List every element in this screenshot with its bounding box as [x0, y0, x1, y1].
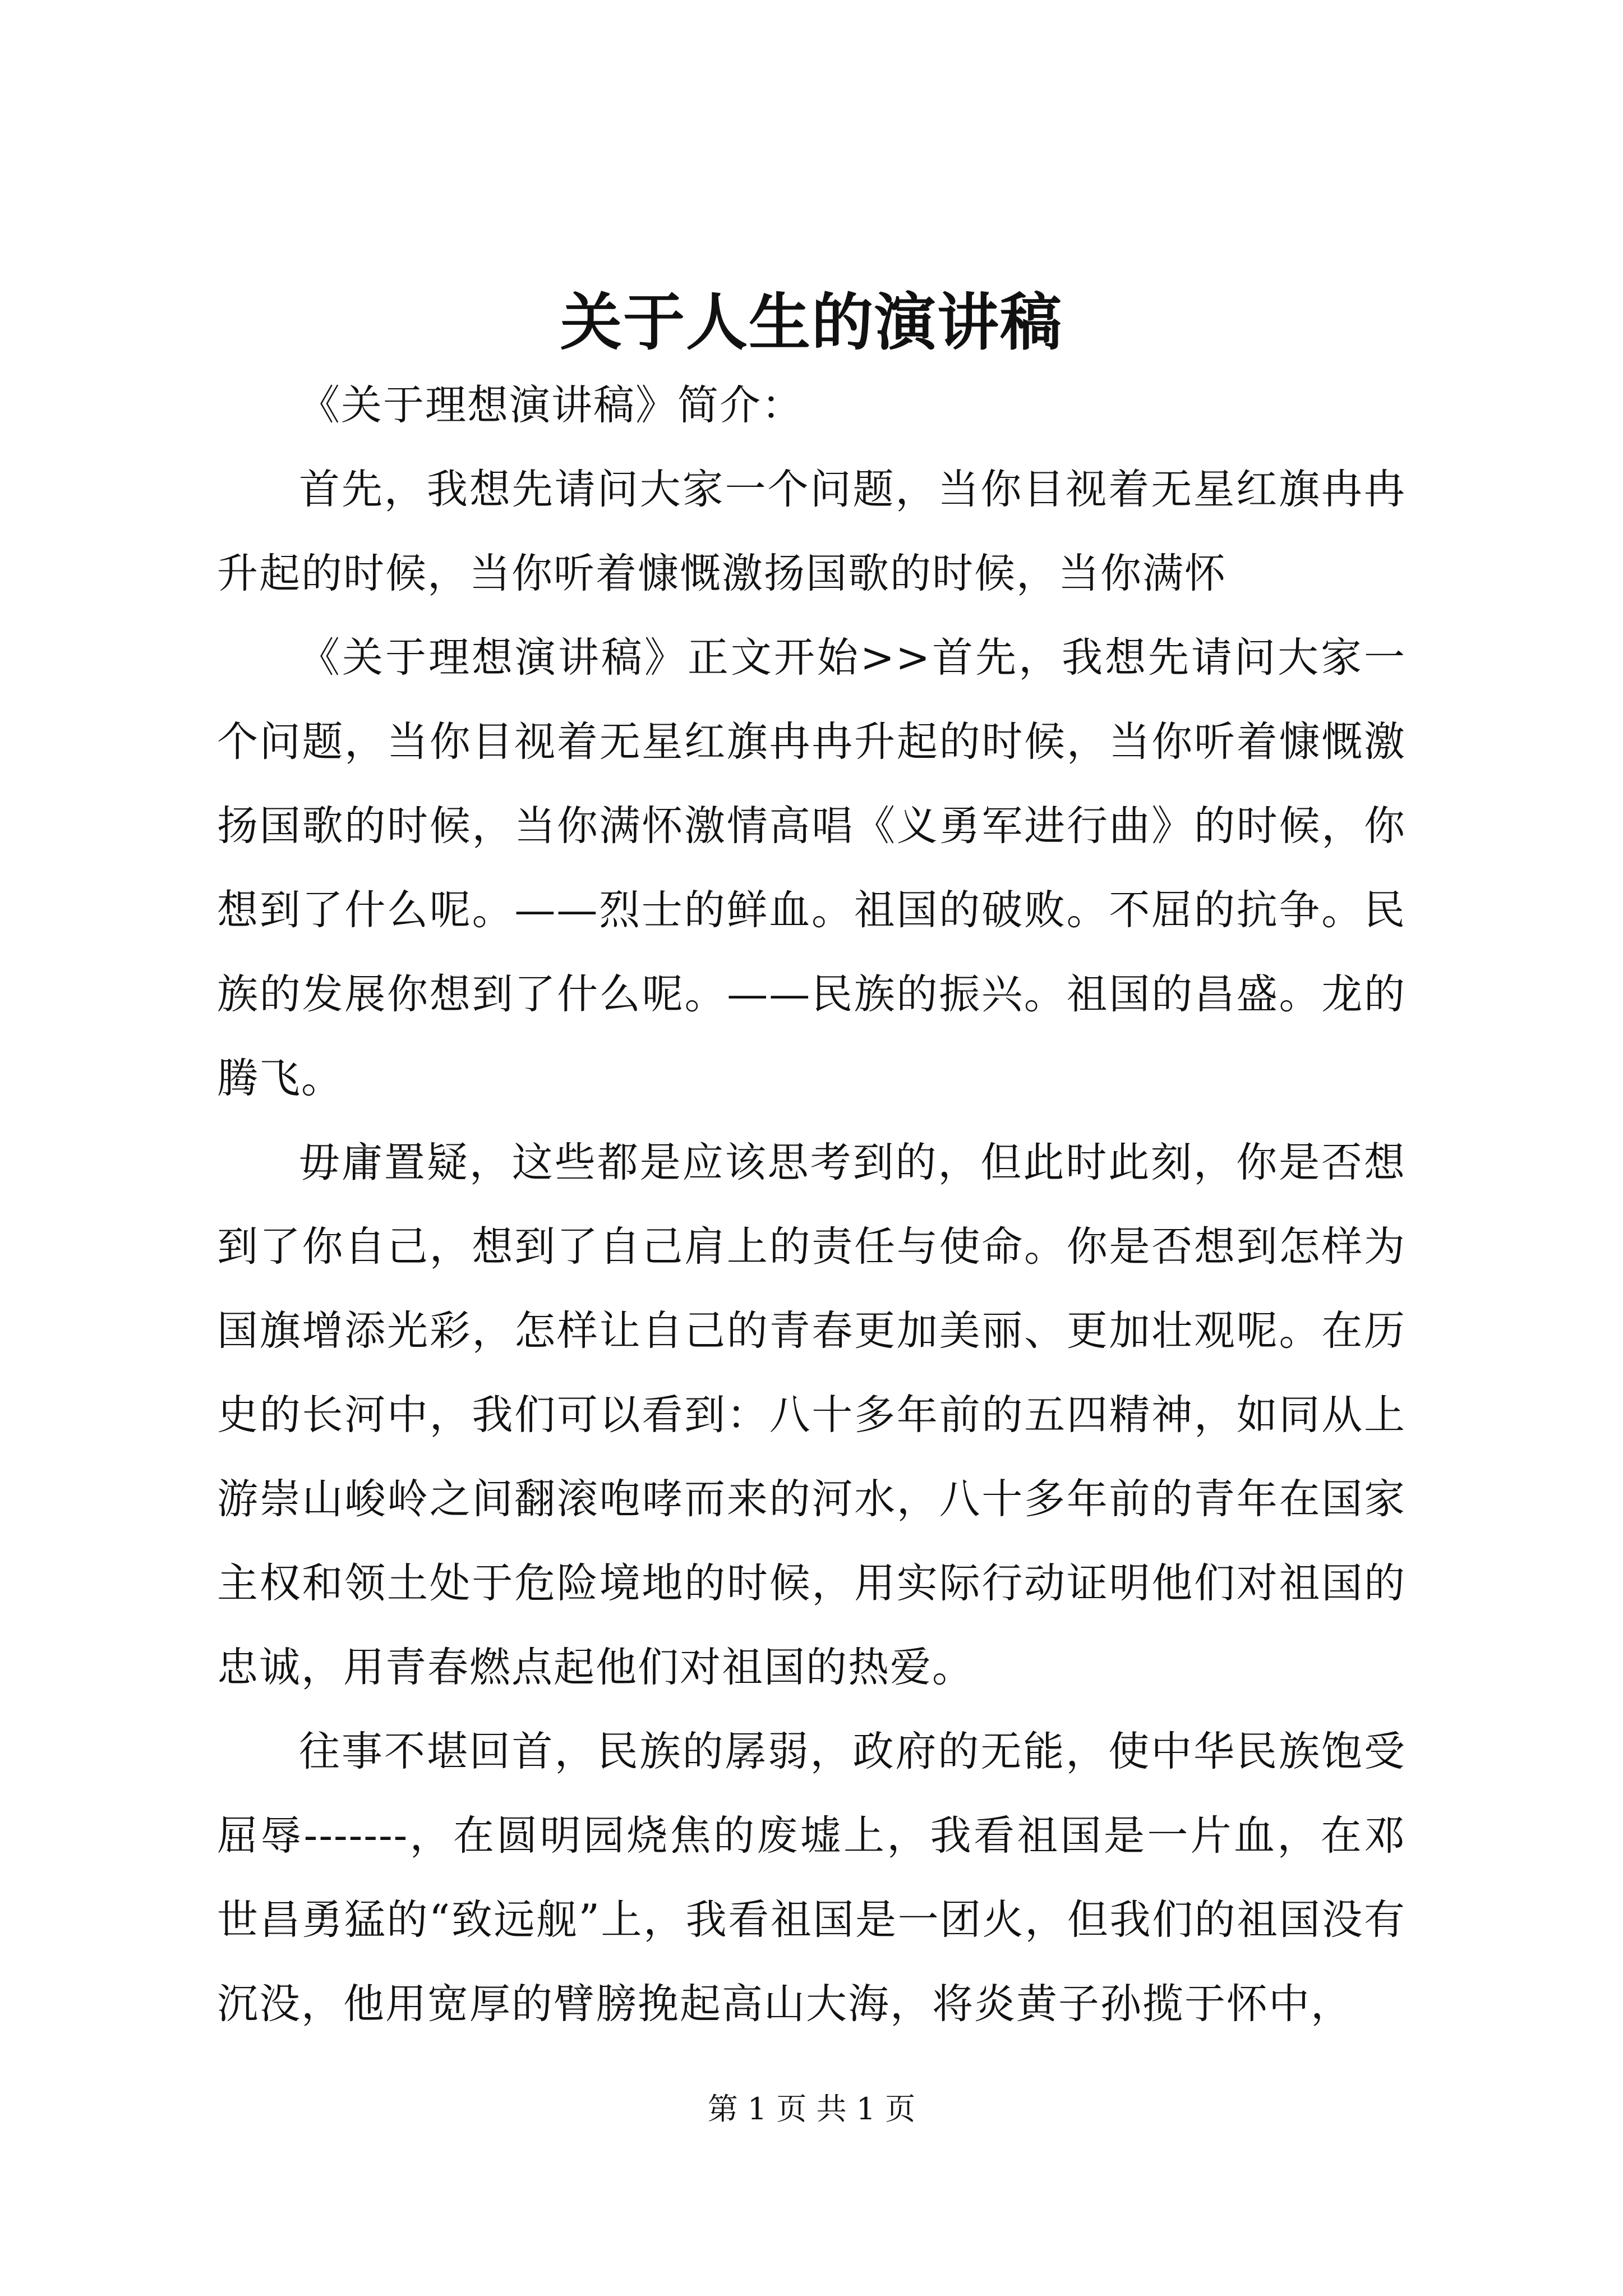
paragraph-reflection: 毋庸置疑，这些都是应该思考到的，但此时此刻，你是否想到了你自己，想到了自己肩上的责任与使命。你是否想到怎样为国旗增添光彩，怎样让自己的青春更加美丽、更加壮观呢。在历史的长河中，我们可以看到：八十多年前的五四精神，如同从上游崇山峻岭之间翻滚咆哮而来的河水，八十多年前的青年在国家主权和领土处于危险境地的时候，用实际行动证明他们对祖国的忠诚，用青春燃点起他们对祖国的热爱。 [217, 1139, 1406, 1691]
paragraph-main-opening: 《关于理想演讲稿》正文开始>>首先，我想先请问大家一个问题，当你目视着无星红旗冉冉升起的时候，当你听着慷慨激扬国歌的时候，当你满怀激情高唱《义勇军进行曲》的时候，你想到了什么呢。——烈士的鲜血。祖国的破败。不屈的抗争。民族的发展你想到了什么呢。——民族的振兴。祖国的昌盛。龙的腾飞。 [217, 634, 1406, 1102]
paragraph-intro-heading: 《关于理想演讲稿》简介： [299, 381, 804, 429]
page-footer: 第 1 页 共 1 页 [707, 2091, 916, 2127]
document-title: 关于人生的演讲稿 [560, 286, 1063, 358]
paragraph-history: 往事不堪回首，民族的孱弱，政府的无能，使中华民族饱受屈辱-------，在圆明园烧焦的废墟上，我看祖国是一片血，在邓世昌勇猛的“致远舰”上，我看祖国是一团火，但我们的祖国没有沉没，他用宽厚的臂膀挽起高山大海，将炎黄子孙揽于怀中， [217, 1728, 1406, 2028]
document-body [217, 364, 1406, 2046]
paragraph-intro-summary: 首先，我想先请问大家一个问题，当你目视着无星红旗冉冉升起的时候，当你听着慷慨激扬国歌的时候，当你满怀 [217, 466, 1406, 597]
